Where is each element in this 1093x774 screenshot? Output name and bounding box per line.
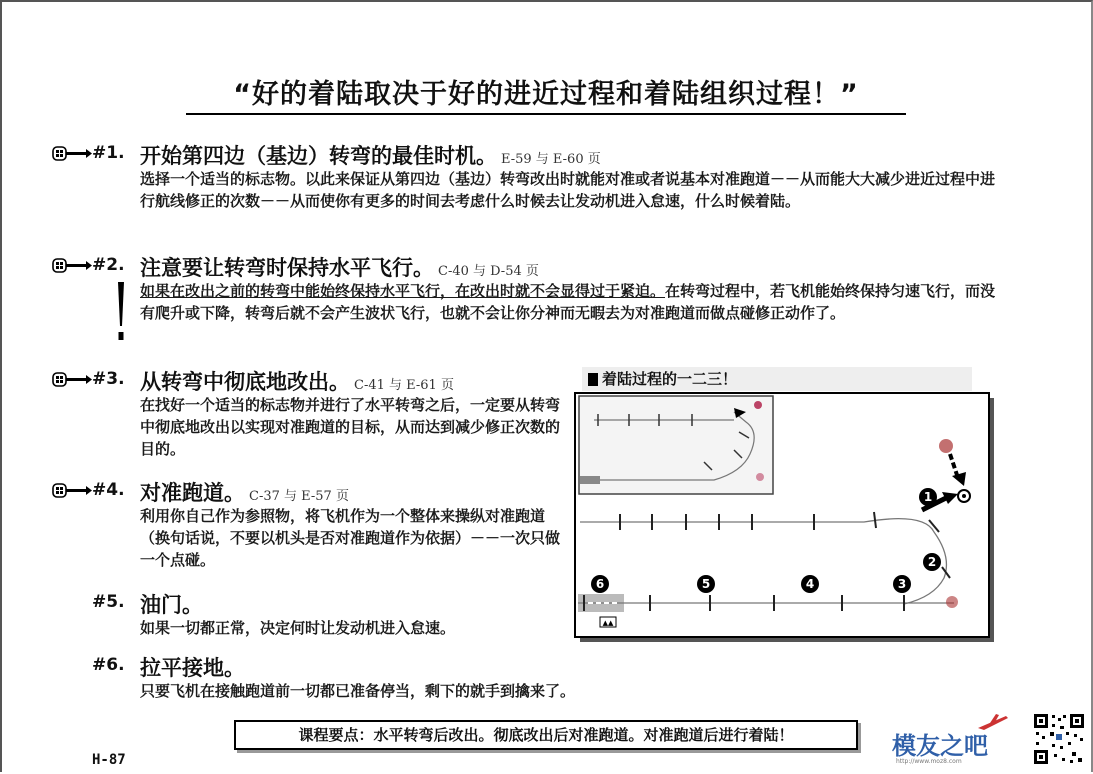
exclamation-icon (116, 282, 126, 342)
step-marker-4: 4 (805, 577, 815, 591)
step-marker-6: 6 (595, 577, 605, 591)
key-icon (52, 372, 92, 388)
tip-heading: 对准跑道。 C-37 与 E-57 页 (140, 481, 349, 505)
tip-heading: 注意要让转弯时保持水平飞行。 C-40 与 D-54 页 (140, 256, 539, 280)
tip-item-1 (52, 142, 1000, 212)
step-marker-1: 1 (923, 490, 933, 504)
lesson-summary: 课程要点：水平转弯后改出。彻底改出后对准跑道。对准跑道后进行着陆！ (234, 720, 858, 750)
tip-body: 利用你自己作为参照物，将飞机作为一个整体来操纵对准跑道（换句话说，不要以机头是否对准跑道作为依据）－－一次只做一个点碰。 (140, 507, 561, 569)
inset-diagram (579, 396, 773, 494)
tip-heading: 油门。 (140, 593, 203, 617)
step-marker-3: 3 (897, 577, 907, 591)
tip-item-5 (52, 591, 564, 639)
tip-number: #6. (92, 655, 125, 675)
tip-heading: 从转弯中彻底地改出。 C-41 与 E-61 页 (140, 370, 454, 394)
tip-heading: 拉平接地。 (140, 656, 245, 680)
svg-text:▲▲: ▲▲ (602, 619, 614, 627)
book-icon (588, 373, 598, 386)
tip-body-rest: 在转弯过程中，若飞机能始终保持匀速飞行，而没有爬升或下降，转弯后就不会产生波状飞行，也就不会让你分神而无暇去为对准跑道而做点碰修正动作了。 (140, 282, 996, 322)
landing-pattern-figure (574, 392, 994, 642)
tip-6-header (52, 654, 1000, 680)
tip-body: 如果一切都正常，决定何时让发动机进入怠速。 (140, 619, 456, 637)
figure-title: 着陆过程的一二三！ (582, 367, 972, 391)
landmark-tree-icon (939, 439, 953, 453)
tip-item-2 (52, 254, 1000, 324)
tip-heading: 开始第四边（基边）转弯的最佳时机。 E-59 与 E-60 页 (140, 144, 601, 168)
page-reference: C-40 与 D-54 页 (438, 264, 539, 279)
tip-1-header (52, 142, 1000, 168)
key-icon (52, 146, 92, 162)
tip-body (140, 280, 1000, 324)
tip-item-6 (52, 654, 1000, 702)
site-logo (886, 712, 1016, 772)
page-reference: E-59 与 E-60 页 (501, 152, 601, 167)
key-icon (52, 483, 92, 499)
tip-number: #4. (92, 480, 125, 500)
page-reference: C-41 与 E-61 页 (354, 378, 454, 393)
tip-number: #1. (92, 143, 125, 163)
tip-body-underlined: 如果在改出之前的转弯中能始终保持水平飞行，在改出时就不会显得过于紧迫。 (140, 282, 666, 300)
key-icon (52, 258, 92, 274)
tip-number: #3. (92, 369, 125, 389)
tip-body: 在找好一个适当的标志物并进行了水平转弯之后，一定要从转弯中彻底地改出以实现对准跑道的目标，从而达到减少修正次数的目的。 (140, 396, 561, 458)
tip-item-3 (52, 368, 564, 460)
tip-item-4 (52, 479, 564, 571)
tip-number: #5. (92, 592, 125, 612)
tip-body: 选择一个适当的标志物。以此来保证从第四边（基边）转弯改出时就能对准或者说基本对准跑道－－从而能大大减少进近过程中进行航线修正的次数－－从而使你有更多的时间去考虑什么时候去让发动机进入怠速，什么时候着陆。 (140, 170, 996, 210)
tip-3-header (52, 368, 564, 394)
tip-number: #2. (92, 255, 125, 275)
logo-text: 模友之吧 (892, 732, 988, 760)
step-marker-2: 2 (927, 555, 937, 569)
page-reference: C-37 与 E-57 页 (249, 489, 349, 504)
tip-4-header (52, 479, 564, 505)
page-title: “好的着陆取决于好的进近过程和着陆组织过程！” (186, 72, 906, 115)
page-code: H-87 (92, 752, 126, 768)
tip-2-header (52, 254, 1000, 280)
qr-code-icon (1032, 712, 1086, 766)
logo-url: http://www.moz8.com (896, 758, 962, 765)
tip-5-header (52, 591, 564, 617)
step-marker-5: 5 (701, 577, 711, 591)
tip-body: 只要飞机在接触跑道前一切都已准备停当，剩下的就手到擒来了。 (140, 682, 576, 700)
